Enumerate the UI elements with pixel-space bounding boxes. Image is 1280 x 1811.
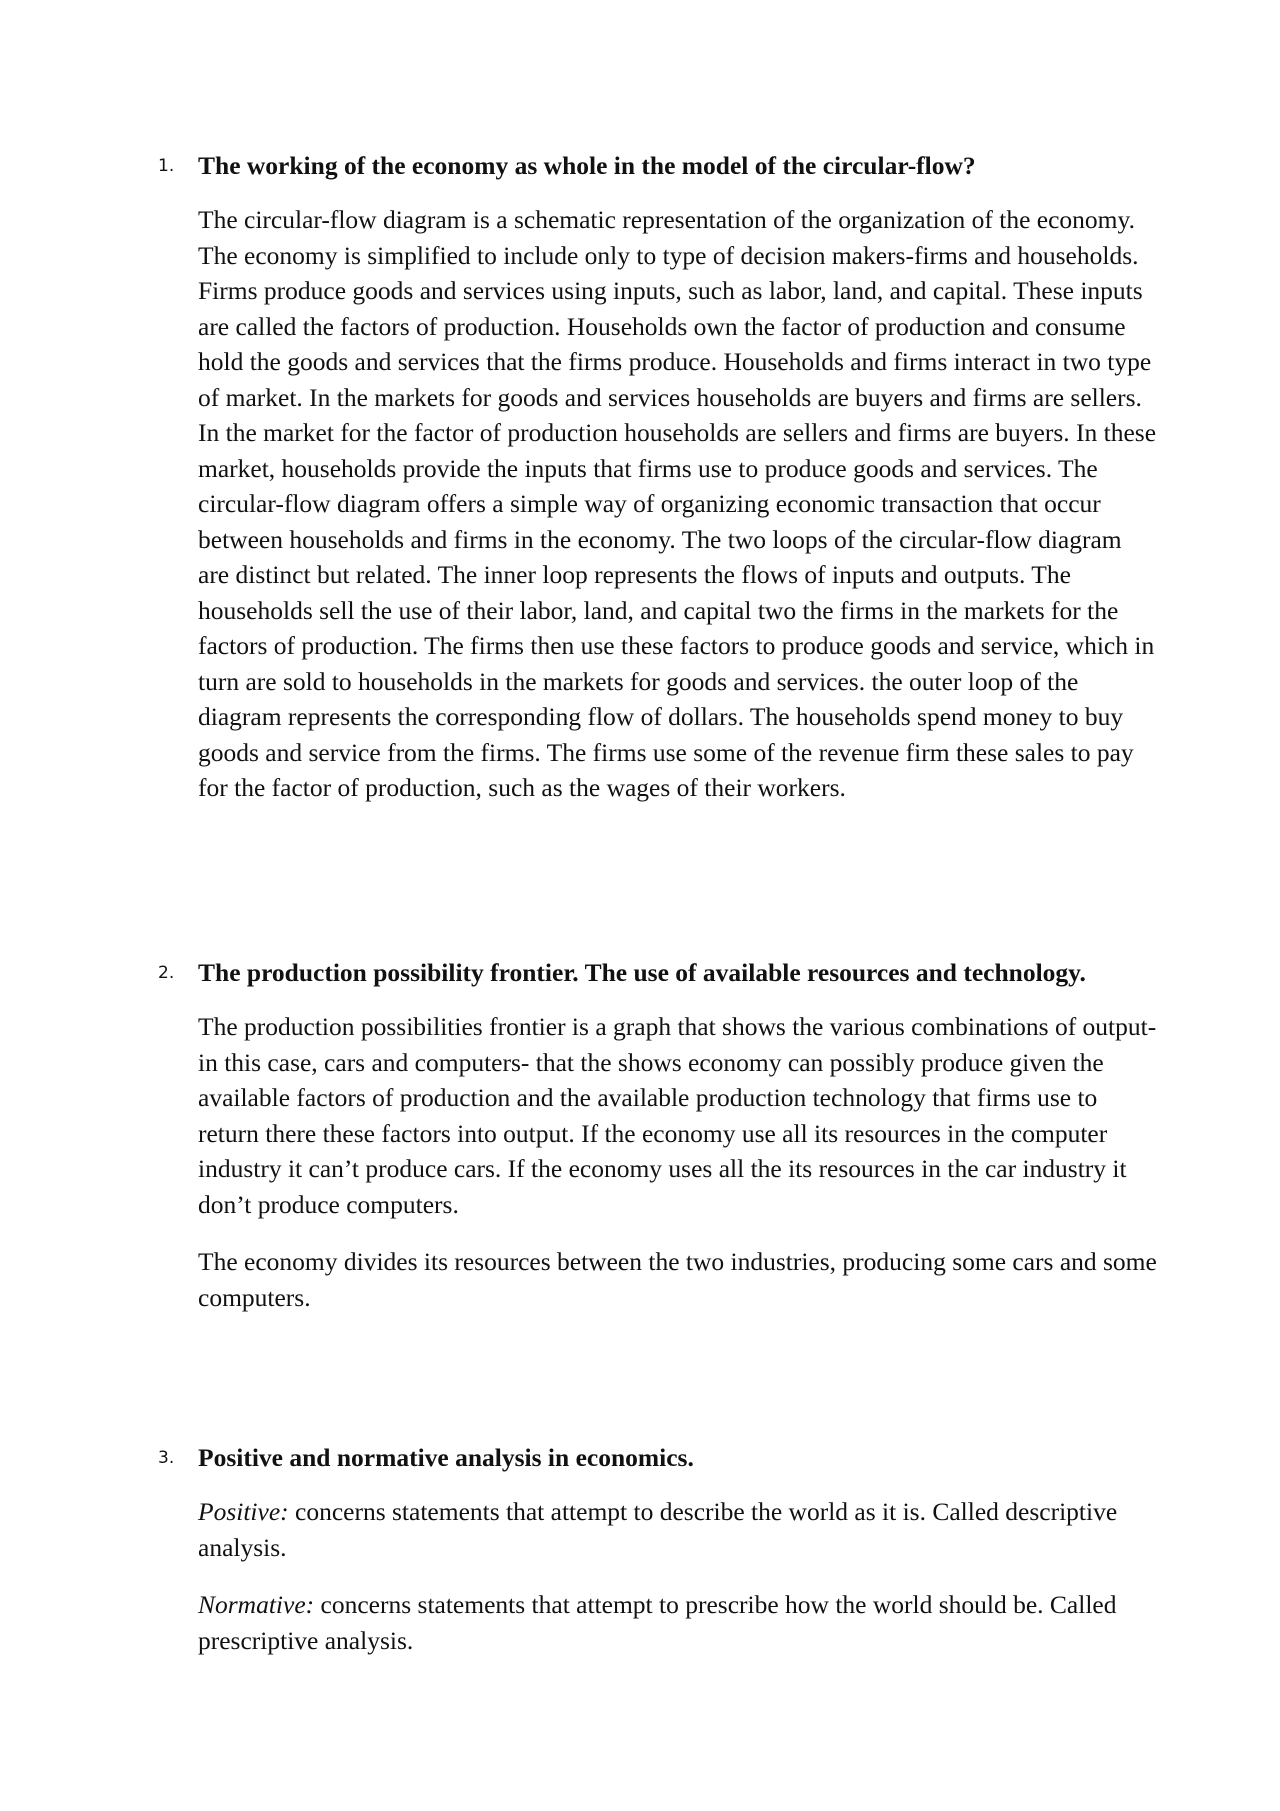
section-paragraph: The circular-flow diagram is a schematic representation of the organization of the economy. The economy is simplified to include only to type of decision makers-firms and households. Firms produce goods and services using inputs, such as labor, land, and capital. These inputs are called the factors of production. Households own the factor of production and consume hold the goods and services that the firms produce. Households and firms interact in two type of market. In the markets for goods and services households are buyers and firms are sellers. In the market for the factor of production households are sellers and firms are buyers. In these market, households provide the inputs that firms use to produce goods and services. The circular-flow diagram offers a simple way of organizing economic transaction that occur between households and firms in the economy. The two loops of the circular-flow diagram are distinct but related. The inner loop represents the flows of inputs and outputs. The households sell the use of their labor, land, and capital two the firms in the markets for the factors of production. The firms then use these factors to produce goods and service, which in turn are sold to households in the markets for goods and services. the outer loop of the diagram represents the corresponding flow of dollars. The households spend money to buy goods and service from the firms. The firms use some of the revenue firm these sales to pay for the factor of production, such as the wages of their workers. bbox=[198, 205, 1157, 802]
normative-paragraph bbox=[198, 1587, 1158, 1658]
positive-text: concerns statements that attempt to describe the world as it is. Called descriptive analysis. bbox=[198, 1497, 1118, 1562]
normative-text: concerns statements that attempt to prescribe how the world should be. Called prescriptive analysis. bbox=[198, 1590, 1117, 1655]
section-heading: The production possibility frontier. The use of available resources and technology. bbox=[198, 958, 1086, 987]
section-heading: The working of the economy as whole in the model of the circular-flow? bbox=[198, 151, 976, 180]
section-2 bbox=[158, 955, 1158, 1315]
section-number: 2. bbox=[158, 963, 175, 983]
normative-label: Normative: bbox=[198, 1590, 315, 1619]
section-3 bbox=[158, 1440, 1158, 1658]
section-paragraph: The production possibilities frontier is a graph that shows the various combinations of output- in this case, cars and computers- that the shows economy can possibly produce given the available factors of production and the available production technology that firms use to return there these factors into output. If the economy use all its resources in the computer industry it can’t produce cars. If the economy uses all the its resources in the car industry it don’t produce computers. bbox=[198, 1012, 1157, 1219]
section-paragraph: The economy divides its resources between the two industries, producing some cars and some computers. bbox=[198, 1247, 1157, 1312]
section-heading: Positive and normative analysis in economics. bbox=[198, 1443, 694, 1472]
section-1 bbox=[158, 148, 1158, 806]
section-number: 3. bbox=[158, 1448, 175, 1468]
positive-paragraph bbox=[198, 1494, 1158, 1565]
section-number: 1. bbox=[158, 156, 175, 176]
positive-label: Positive: bbox=[198, 1497, 289, 1526]
